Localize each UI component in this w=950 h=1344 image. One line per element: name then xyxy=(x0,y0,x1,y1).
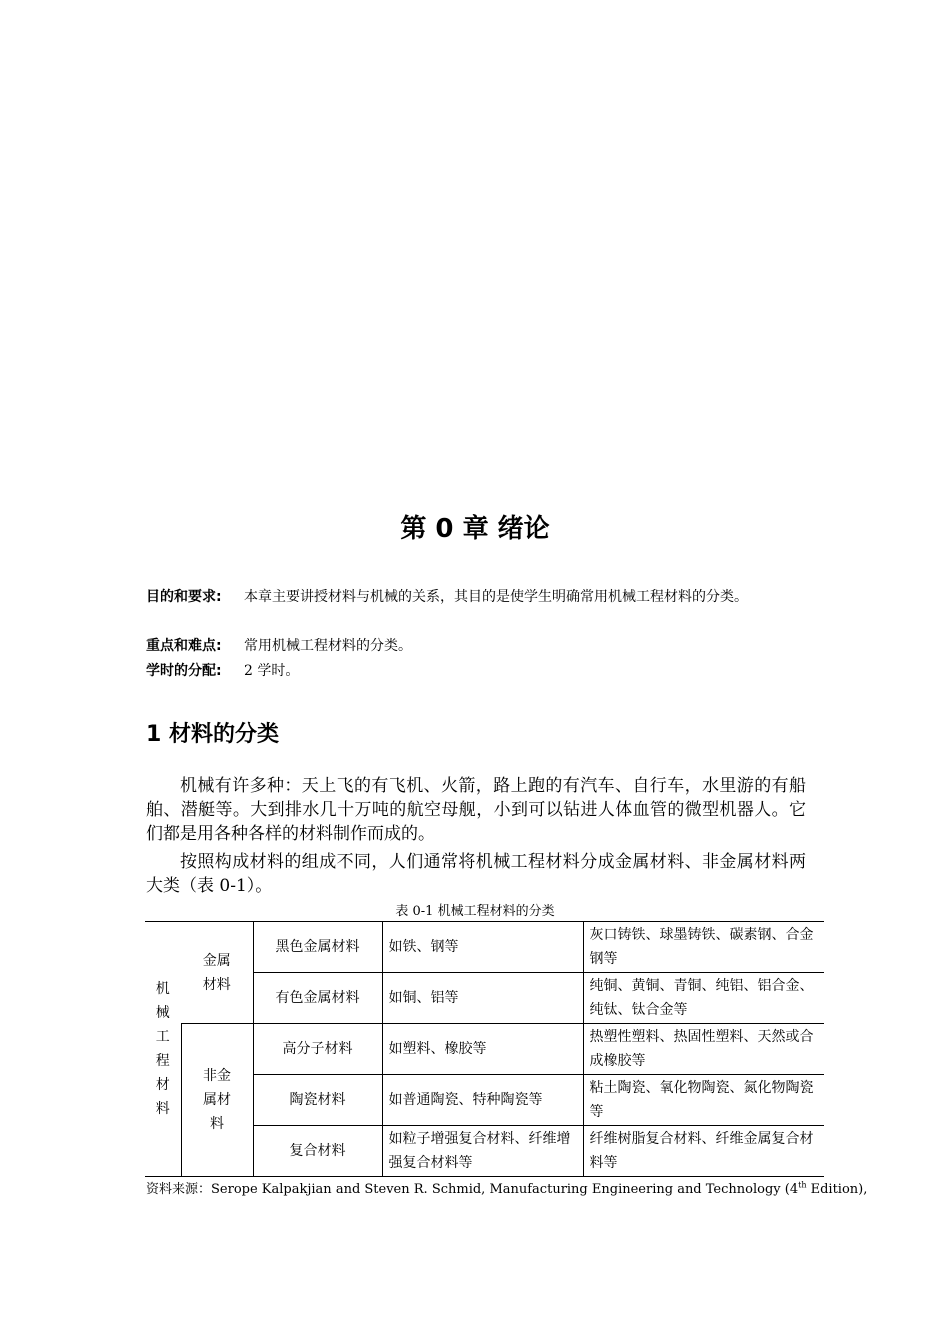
objectives-text: 本章主要讲授材料与机械的关系，其目的是使学生明确常用机械工程材料的分类。 xyxy=(244,589,748,605)
source-superscript: th xyxy=(798,1180,807,1190)
paragraph-1: 机械有许多种：天上飞的有飞机、火箭，路上跑的有汽车、自行车，水里游的有船舶、潜艇等。大到排水几十万吨的航空母舰，小到可以钻进人体血管的微型机器人。它们都是用各种各样的材料制作而成的。 xyxy=(146,776,806,844)
root-char: 材 xyxy=(155,1077,170,1093)
root-char: 机 xyxy=(155,981,170,997)
root-char: 械 xyxy=(155,1005,170,1021)
group-cell-metal: 金属材料 xyxy=(181,922,253,1024)
objectives-block xyxy=(146,585,816,609)
examples-cell: 如粒子增强复合材料、纤维增强复合材料等 xyxy=(382,1126,583,1177)
root-char: 工 xyxy=(155,1029,170,1045)
table-row xyxy=(145,922,824,973)
table-source-note xyxy=(146,1178,867,1197)
source-tail: Edition), xyxy=(806,1182,868,1197)
details-cell: 纯铜、黄铜、青铜、纯铝、铝合金、纯钛、钛合金等 xyxy=(583,973,824,1024)
hours-block xyxy=(146,659,816,683)
table-row xyxy=(145,1024,824,1075)
key-points-text: 常用机械工程材料的分类。 xyxy=(244,638,412,654)
root-category-cell xyxy=(145,922,181,1177)
root-char: 程 xyxy=(155,1053,170,1069)
key-points-label: 重点和难点: xyxy=(146,638,222,654)
details-cell: 热塑性塑料、热固性塑料、天然或合成橡胶等 xyxy=(583,1024,824,1075)
material-type-cell: 黑色金属材料 xyxy=(253,922,382,973)
hours-text: 2 学时。 xyxy=(244,663,300,679)
objectives-label: 目的和要求: xyxy=(146,589,222,605)
materials-table xyxy=(145,921,824,1177)
section-heading: 1 材料的分类 xyxy=(146,722,279,747)
paragraph-2: 按照构成材料的组成不同，人们通常将机械工程材料分成金属材料、非金属材料两大类（表 0-1）。 xyxy=(146,852,806,896)
details-cell: 纤维树脂复合材料、纤维金属复合材料等 xyxy=(583,1126,824,1177)
examples-cell: 如普通陶瓷、特种陶瓷等 xyxy=(382,1075,583,1126)
details-cell: 粘土陶瓷、氧化物陶瓷、氮化物陶瓷等 xyxy=(583,1075,824,1126)
table-caption: 表 0-1 机械工程材料的分类 xyxy=(395,904,555,919)
hours-label: 学时的分配: xyxy=(146,663,222,679)
key-points-block xyxy=(146,634,816,658)
group-cell-nonmetal: 非金属材料 xyxy=(181,1024,253,1177)
examples-cell: 如铜、铝等 xyxy=(382,973,583,1024)
material-type-cell: 有色金属材料 xyxy=(253,973,382,1024)
source-text: Serope Kalpakjian and Steven R. Schmid, Manufacturing Engineering and Technology (4 xyxy=(211,1182,799,1197)
examples-cell: 如塑料、橡胶等 xyxy=(382,1024,583,1075)
examples-cell: 如铁、钢等 xyxy=(382,922,583,973)
source-label: 资料来源： xyxy=(146,1182,212,1197)
details-cell: 灰口铸铁、球墨铸铁、碳素钢、合金钢等 xyxy=(583,922,824,973)
chapter-title: 第 0 章 绪论 xyxy=(400,514,550,544)
material-type-cell: 复合材料 xyxy=(253,1126,382,1177)
material-type-cell: 陶瓷材料 xyxy=(253,1075,382,1126)
root-char: 料 xyxy=(155,1101,170,1117)
material-type-cell: 高分子材料 xyxy=(253,1024,382,1075)
